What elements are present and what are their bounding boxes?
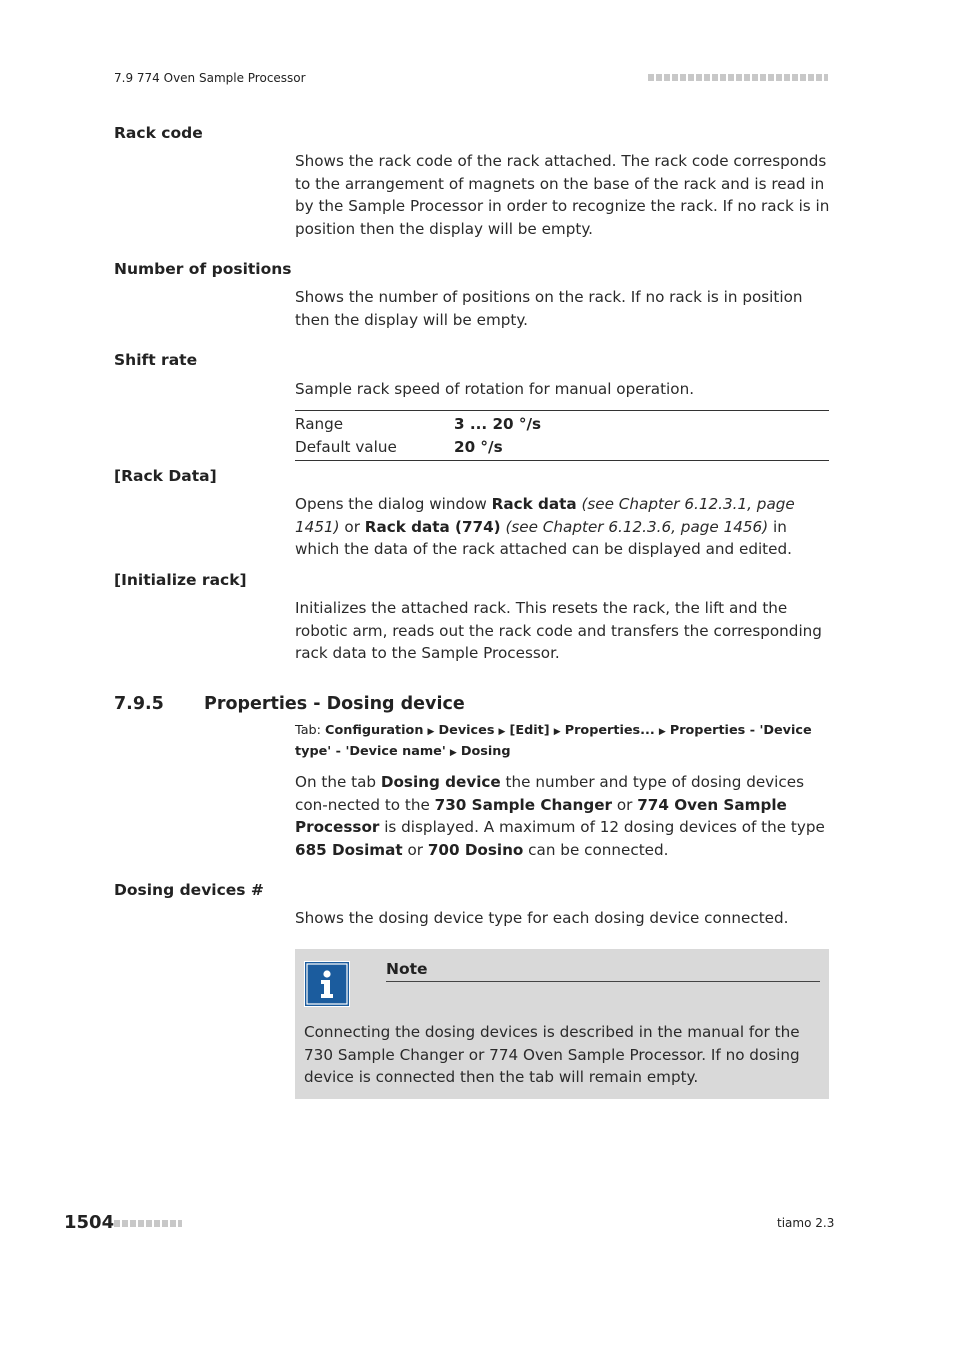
- dosing-devices-description: Shows the dosing device type for each dosing device connected.: [295, 909, 789, 927]
- term-rack-data: [Rack Data]: [114, 467, 217, 485]
- device-name: 774 Oven Sample Processor: [295, 795, 787, 836]
- text-run: Opens the dialog window: [295, 495, 492, 513]
- table-value: 3 ... 20 °/s: [454, 414, 542, 433]
- term-rack-code: Rack code: [114, 124, 203, 142]
- breadcrumb-arrow-icon: ▶: [427, 727, 435, 737]
- breadcrumb-arrow-icon: ▶: [553, 727, 561, 737]
- rack-code-description: Shows the rack code of the rack attached. The rack code corresponds to the arrangement of magnets on the base of the rack and is read in by the Sample Processor in order to recognize the rack. If no rack is in position then the display will be empty.: [295, 152, 830, 238]
- note-title: Note: [386, 960, 820, 982]
- product-version: tiamo 2.3: [777, 1216, 835, 1230]
- text-run: can be connected.: [523, 840, 669, 859]
- note-text: Connecting the dosing devices is described in the manual for the 730 Sample Changer or 774 Oven Sample Processor. If no dosing device is connected then the tab will remain empty.: [304, 1023, 800, 1086]
- rack-data-774-dialog-name: Rack data (774): [364, 517, 501, 536]
- device-name: 730 Sample Changer: [434, 795, 613, 814]
- breadcrumb-item: Properties - 'Device type' - 'Device name': [295, 723, 812, 759]
- number-of-positions-description: Shows the number of positions on the rack. If no rack is in position then the display will be empty.: [295, 288, 803, 329]
- table-value: 20 °/s: [454, 437, 503, 456]
- term-initialize-rack: [Initialize rack]: [114, 571, 247, 589]
- term-dosing-devices: Dosing devices #: [114, 881, 264, 899]
- breadcrumb-item: Dosing: [460, 744, 511, 759]
- device-name: 700 Dosino: [427, 840, 524, 859]
- text-run: On the tab: [295, 773, 381, 791]
- chapter-reference-link[interactable]: (see Chapter 6.12.3.1, page 1451): [295, 495, 795, 536]
- initialize-rack-description: Initializes the attached rack. This resets the rack, the lift and the robotic arm, reads out the rack code and transfers the corresponding rack data to the Sample Processor.: [295, 599, 822, 662]
- table-key: Range: [295, 414, 344, 433]
- running-header: 7.9 774 Oven Sample Processor: [114, 71, 306, 85]
- text-run: or: [612, 795, 638, 814]
- term-number-of-positions: Number of positions: [114, 260, 292, 278]
- breadcrumb-item: [Edit]: [509, 723, 550, 738]
- breadcrumb-item: Properties...: [564, 723, 655, 738]
- header-dot-bar: [648, 74, 828, 81]
- page-number: 1504: [64, 1212, 115, 1233]
- shift-rate-table: [295, 410, 829, 461]
- chapter-reference-link[interactable]: (see Chapter 6.12.3.6, page 1456): [500, 517, 769, 536]
- breadcrumb-arrow-icon: ▶: [449, 748, 457, 758]
- table-key: Default value: [295, 437, 397, 456]
- text-run: or: [339, 517, 365, 536]
- shift-rate-description: Sample rack speed of rotation for manual operation.: [295, 380, 695, 398]
- dosing-device-intro: [295, 771, 835, 861]
- term-shift-rate: Shift rate: [114, 351, 198, 369]
- tab-path-breadcrumb: [295, 721, 840, 763]
- breadcrumb-item: Devices: [438, 723, 495, 738]
- text-run: is displayed. A maximum of 12 dosing devices of the type: [379, 818, 825, 836]
- breadcrumb-arrow-icon: ▶: [658, 727, 666, 737]
- text-run: the number and type of dosing devices con-nected to the: [295, 773, 804, 814]
- text-run: in which the data of the rack attached can be displayed and edited.: [295, 517, 792, 558]
- tab-name: Dosing device: [380, 773, 501, 791]
- breadcrumb-arrow-icon: ▶: [498, 727, 506, 737]
- table-row: [295, 435, 829, 458]
- device-name: 685 Dosimat: [295, 840, 403, 859]
- info-icon: [304, 961, 350, 1007]
- text-run: or: [402, 840, 428, 859]
- footer-dot-bar: [114, 1220, 182, 1227]
- section-number: 7.9.5: [114, 694, 164, 714]
- rack-data-description: [295, 493, 835, 561]
- tab-label: Tab:: [295, 723, 326, 738]
- breadcrumb-item: Configuration: [325, 723, 424, 738]
- rack-data-dialog-name: Rack data: [491, 495, 577, 513]
- table-row: [295, 412, 829, 435]
- section-title: Properties - Dosing device: [204, 694, 465, 714]
